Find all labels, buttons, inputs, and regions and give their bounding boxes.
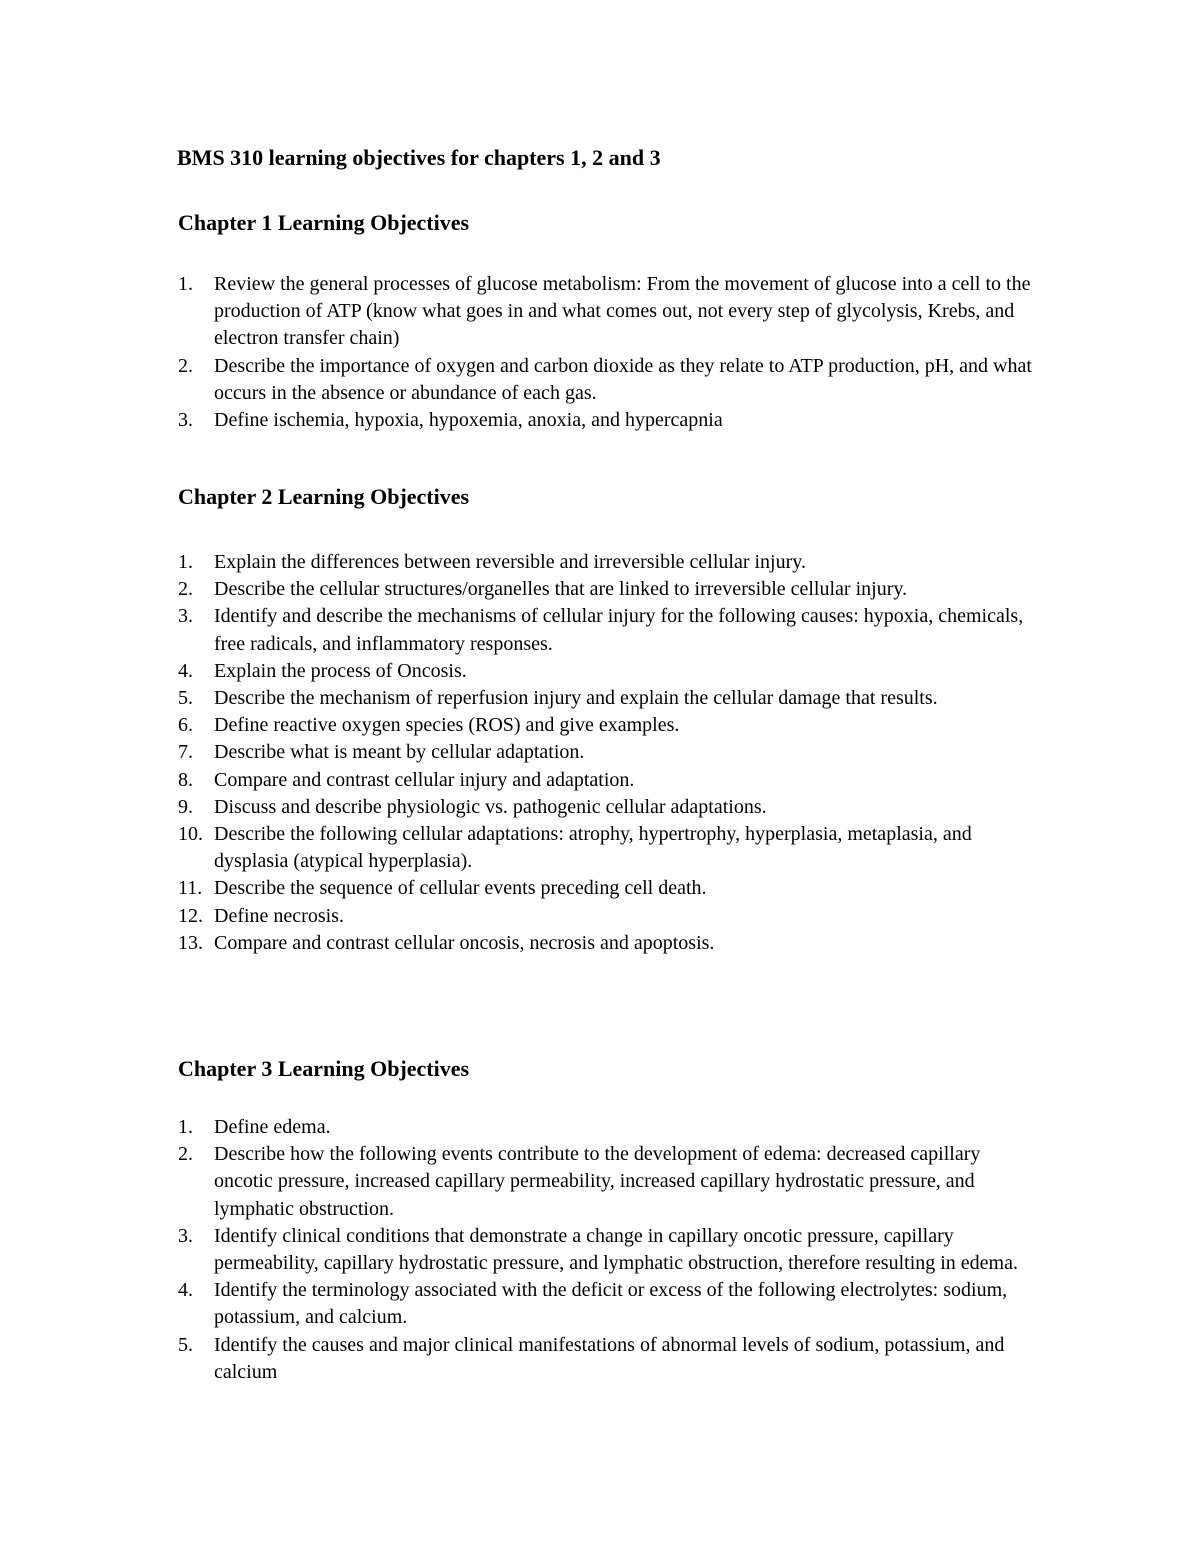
- objective-text: Describe how the following events contribute to the development of edema: decreased capillary oncotic pressure, increased capillary permeability, increased capillary hydrostatic pressure, and lymphatic obstruction.: [214, 1143, 981, 1220]
- objective-number: 13.: [178, 931, 203, 954]
- objective-number: 2.: [178, 1143, 193, 1166]
- objective-item: [178, 1141, 1038, 1223]
- objective-item: [178, 903, 1038, 930]
- chapter-1-title: Chapter 1 Learning Objectives: [178, 210, 470, 235]
- chapter-2-objectives-list: [178, 549, 1038, 957]
- objective-number: 5.: [178, 687, 193, 710]
- chapter-1-objectives-list: [178, 271, 1038, 434]
- chapter-2-section: [178, 482, 1038, 957]
- objective-item: [178, 1114, 1038, 1141]
- objective-item: [178, 1223, 1038, 1277]
- objective-text: Define necrosis.: [214, 904, 344, 927]
- objective-text: Define reactive oxygen species (ROS) and give examples.: [214, 714, 680, 737]
- objective-text: Describe the following cellular adaptations: atrophy, hypertrophy, hyperplasia, metaplasia, and dysplasia (atypical hyperplasia).: [214, 823, 972, 873]
- objective-item: [178, 576, 1038, 603]
- objective-text: Explain the process of Oncosis.: [214, 659, 467, 682]
- objective-number: 1.: [178, 273, 193, 295]
- objective-item: [178, 407, 1038, 434]
- objective-number: 6.: [178, 714, 193, 737]
- objective-text: Review the general processes of glucose metabolism: From the movement of glucose into a cell to the production of ATP (know what goes in and what comes out, not every step of glycolysis, Krebs, and electron transfer chain): [214, 273, 1031, 350]
- objective-text: Compare and contrast cellular injury and adaptation.: [214, 768, 635, 791]
- objective-text: Discuss and describe physiologic vs. pathogenic cellular adaptations.: [214, 795, 767, 818]
- objective-item: [178, 658, 1038, 685]
- objective-text: Describe the importance of oxygen and carbon dioxide as they relate to ATP production, pH, and what occurs in the absence or abundance of each gas.: [214, 354, 1032, 404]
- objective-text: Identify clinical conditions that demonstrate a change in capillary oncotic pressure, capillary permeability, capillary hydrostatic pressure, and lymphatic obstruction, therefore resulting in edema.: [214, 1224, 1018, 1275]
- objective-text: Identify the causes and major clinical manifestations of abnormal levels of sodium, potassium, and calcium: [214, 1333, 1005, 1383]
- objective-number: 2.: [178, 578, 193, 601]
- objective-number: 2.: [178, 354, 193, 377]
- objective-number: 3.: [178, 1224, 193, 1247]
- objective-item: [178, 767, 1038, 794]
- objective-number: 4.: [178, 659, 193, 682]
- objective-number: 12.: [178, 904, 203, 927]
- chapter-3-objectives-list: [178, 1114, 1038, 1386]
- objective-item: [178, 1332, 1038, 1386]
- objective-number: 1.: [178, 551, 193, 573]
- objective-number: 1.: [178, 1116, 193, 1138]
- objective-item: [178, 739, 1038, 766]
- objective-text: Define edema.: [214, 1116, 331, 1138]
- objective-item: [178, 549, 1038, 576]
- objective-item: [178, 685, 1038, 712]
- objective-item: [178, 712, 1038, 739]
- objective-number: 3.: [178, 605, 193, 628]
- objective-text: Identify and describe the mechanisms of cellular injury for the following causes: hypoxia, chemicals, free radicals, and inflammatory responses.: [214, 605, 1024, 655]
- objective-text: Describe the mechanism of reperfusion injury and explain the cellular damage that results.: [214, 687, 938, 710]
- objective-number: 3.: [178, 409, 193, 432]
- objective-text: Define ischemia, hypoxia, hypoxemia, anoxia, and hypercapnia: [214, 409, 723, 432]
- objective-text: Compare and contrast cellular oncosis, necrosis and apoptosis.: [214, 931, 715, 954]
- chapter-1-section: [178, 208, 1038, 434]
- document-title: BMS 310 learning objectives for chapters 1, 2 and 3: [177, 145, 661, 170]
- objective-item: [178, 271, 1038, 353]
- objective-text: Identify the terminology associated with the deficit or excess of the following electrolytes: sodium, potassium, and calcium.: [214, 1279, 1008, 1329]
- objective-number: 7.: [178, 741, 193, 764]
- objective-number: 9.: [178, 795, 193, 818]
- objective-number: 10.: [178, 823, 203, 846]
- objective-text: Describe what is meant by cellular adaptation.: [214, 741, 585, 764]
- objective-number: 11.: [178, 877, 203, 900]
- objective-item: [178, 875, 1038, 902]
- chapter-3-title: Chapter 3 Learning Objectives: [178, 1056, 470, 1081]
- objective-item: [178, 353, 1038, 407]
- chapter-2-title: Chapter 2 Learning Objectives: [178, 484, 470, 509]
- objective-number: 8.: [178, 768, 193, 791]
- objective-text: Describe the sequence of cellular events preceding cell death.: [214, 877, 707, 900]
- objective-item: [178, 603, 1038, 657]
- objective-item: [178, 821, 1038, 875]
- objective-number: 4.: [178, 1279, 193, 1302]
- objective-item: [178, 794, 1038, 821]
- objective-item: [178, 930, 1038, 957]
- chapter-3-section: [178, 1054, 1038, 1386]
- objective-text: Describe the cellular structures/organelles that are linked to irreversible cellular injury.: [214, 578, 908, 601]
- objective-item: [178, 1277, 1038, 1331]
- objective-number: 5.: [178, 1333, 193, 1356]
- objective-text: Explain the differences between reversible and irreversible cellular injury.: [214, 551, 806, 573]
